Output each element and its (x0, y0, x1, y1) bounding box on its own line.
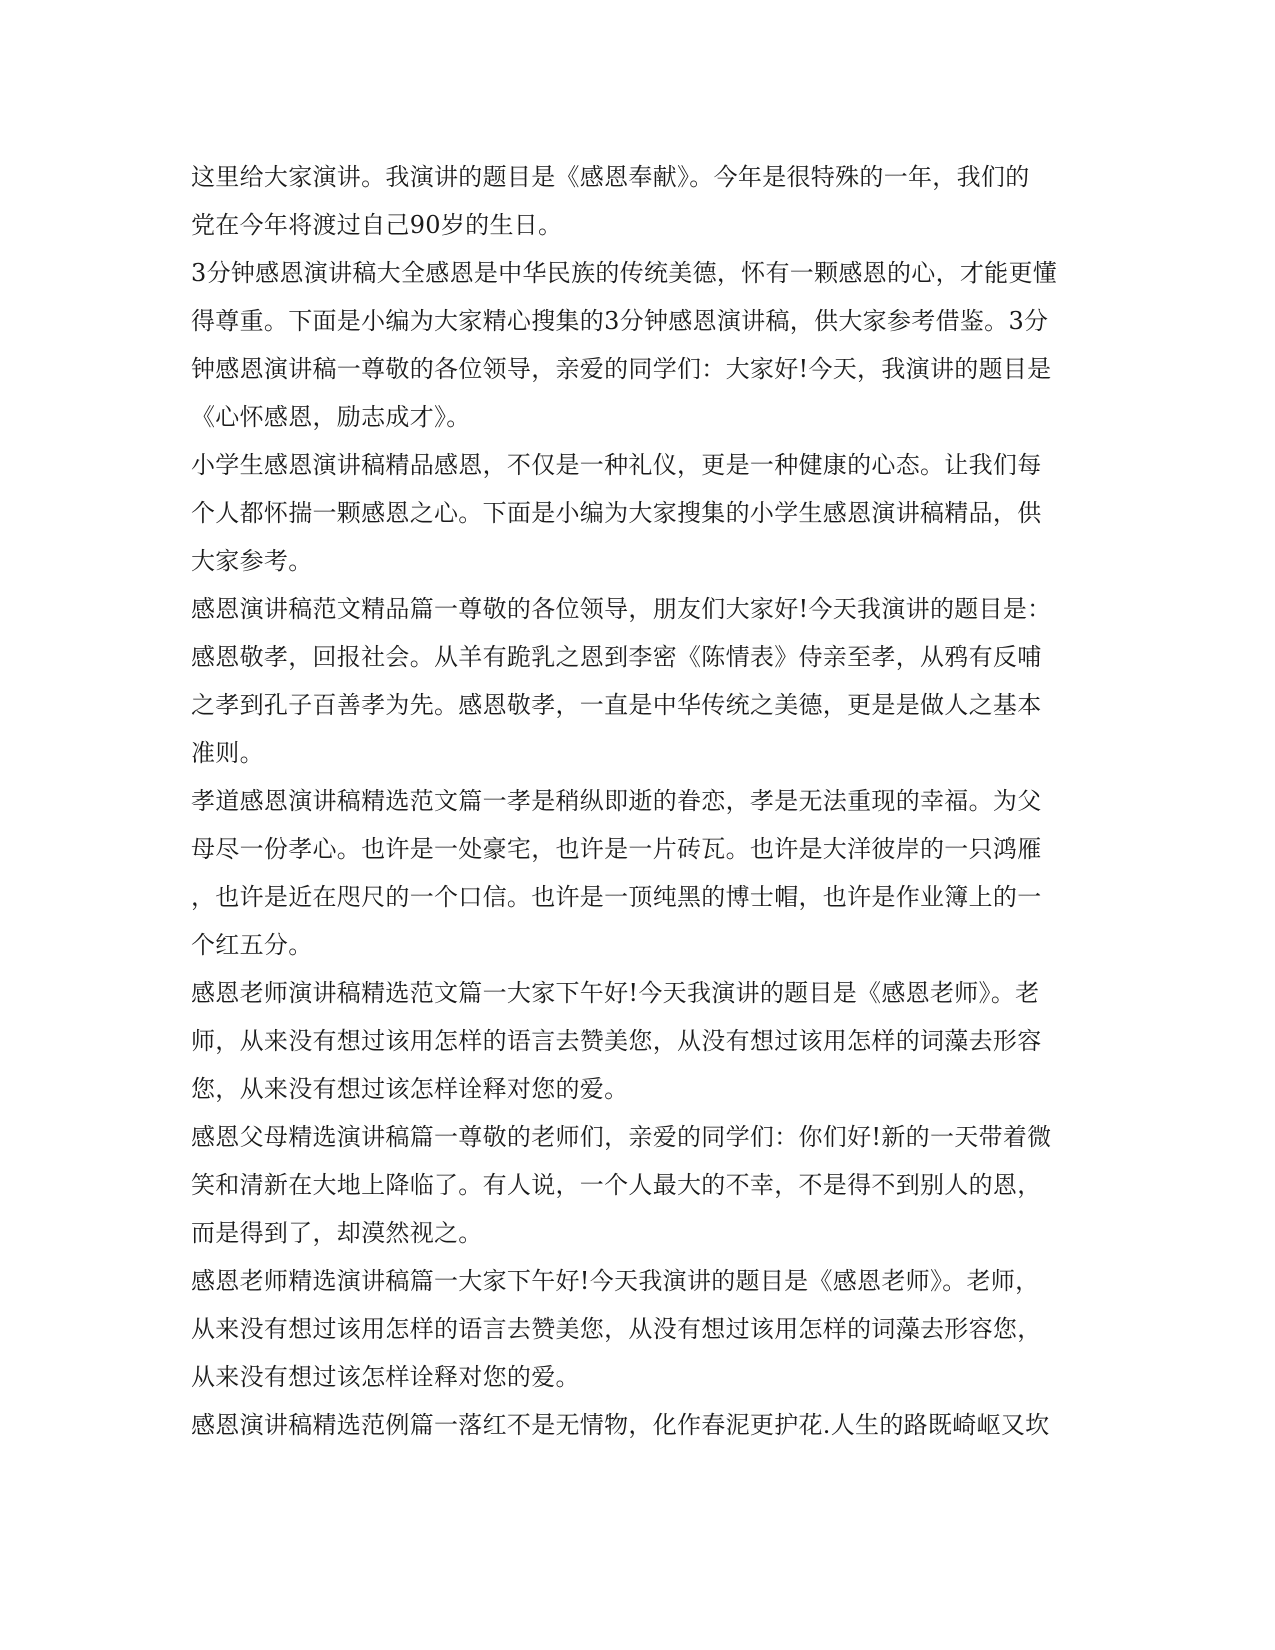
text-line: 感恩演讲稿范文精品篇一尊敬的各位领导，朋友们大家好!今天我演讲的题目是： (191, 595, 1052, 623)
text-line: 之孝到孔子百善孝为先。感恩敬孝，一直是中华传统之美德，更是是做人之基本 (191, 691, 1042, 719)
text-line: 师，从来没有想过该用怎样的语言去赞美您，从没有想过该用怎样的词藻去形容 (191, 1027, 1042, 1055)
text-line: 3分钟感恩演讲稿大全感恩是中华民族的传统美德，怀有一颗感恩的心，才能更懂 (191, 259, 1058, 287)
document-body (191, 153, 1071, 1449)
text-line: 从来没有想过该用怎样的语言去赞美您，从没有想过该用怎样的词藻去形容您， (191, 1315, 1042, 1343)
text-line: 感恩老师演讲稿精选范文篇一大家下午好!今天我演讲的题目是《感恩老师》。老 (191, 979, 1040, 1007)
text-line: 《心怀感恩，励志成才》。 (191, 403, 471, 431)
text-line: 感恩父母精选演讲稿篇一尊敬的老师们，亲爱的同学们：你们好!新的一天带着微 (191, 1123, 1052, 1151)
text-line: 感恩老师精选演讲稿篇一大家下午好!今天我演讲的题目是《感恩老师》。老师， (191, 1267, 1040, 1295)
text-line: 感恩敬孝，回报社会。从羊有跪乳之恩到李密《陈情表》侍亲至孝，从鸦有反哺 (191, 643, 1042, 671)
text-line: 孝道感恩演讲稿精选范文篇一孝是稍纵即逝的眷恋，孝是无法重现的幸福。为父 (191, 787, 1042, 815)
text-line: 小学生感恩演讲稿精品感恩，不仅是一种礼仪，更是一种健康的心态。让我们每 (191, 451, 1042, 479)
text-line: 钟感恩演讲稿一尊敬的各位领导，亲爱的同学们：大家好!今天，我演讲的题目是 (191, 355, 1052, 383)
text-line: 大家参考。 (191, 547, 313, 575)
text-line: 而是得到了，却漠然视之。 (191, 1219, 483, 1247)
text-line: 准则。 (191, 739, 264, 767)
text-line: 个红五分。 (191, 931, 313, 959)
text-line: 母尽一份孝心。也许是一处豪宅，也许是一片砖瓦。也许是大洋彼岸的一只鸿雁 (191, 835, 1042, 863)
text-line: 感恩演讲稿精选范例篇一落红不是无情物，化作春泥更护花.人生的路既崎岖又坎 (191, 1411, 1050, 1439)
text-line: 您，从来没有想过该怎样诠释对您的爱。 (191, 1075, 629, 1103)
text-line: ，也许是近在咫尺的一个口信。也许是一顶纯黑的博士帽，也许是作业簿上的一 (191, 883, 1042, 911)
text-line: 得尊重。下面是小编为大家精心搜集的3分钟感恩演讲稿，供大家参考借鉴。3分 (191, 307, 1049, 335)
text-line: 这里给大家演讲。我演讲的题目是《感恩奉献》。今年是很特殊的一年，我们的 (191, 163, 1030, 191)
text-line: 笑和清新在大地上降临了。有人说，一个人最大的不幸，不是得不到别人的恩， (191, 1171, 1042, 1199)
text-line: 个人都怀揣一颗感恩之心。下面是小编为大家搜集的小学生感恩演讲稿精品，供 (191, 499, 1042, 527)
text-line: 从来没有想过该怎样诠释对您的爱。 (191, 1363, 580, 1391)
text-line: 党在今年将渡过自己90岁的生日。 (191, 211, 563, 239)
